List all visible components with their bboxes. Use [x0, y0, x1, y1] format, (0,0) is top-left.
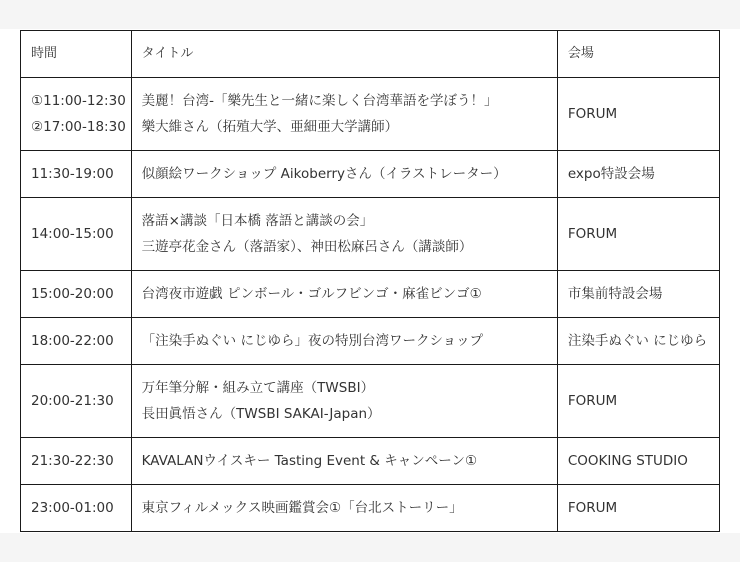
title-cell [131, 78, 557, 151]
title-cell [131, 198, 557, 271]
title-cell [131, 438, 557, 485]
title-line: 樂大維さん（拓殖大学、亜細亜大学講師） [141, 119, 399, 135]
title-line: 三遊亭花金さん（落語家）、神田松麻呂さん（講談師） [141, 239, 473, 255]
schedule-table [20, 30, 720, 532]
title-line: 似顔絵ワークショップ Aikoberryさん（イラストレーター） [141, 166, 507, 182]
title-line: KAVALANウイスキー Tasting Event & キャンペーン① [141, 453, 478, 469]
time-line: 18:00-22:00 [31, 333, 114, 349]
table-row [21, 78, 720, 151]
time-cell [21, 198, 132, 271]
venue-cell: COOKING STUDIO [557, 438, 719, 485]
title-cell [131, 151, 557, 198]
time-line: 23:00-01:00 [31, 500, 114, 516]
header-title: タイトル [131, 31, 557, 78]
table-row [21, 318, 720, 365]
venue-cell: expo特設会場 [557, 151, 719, 198]
title-cell [131, 365, 557, 438]
venue-cell: 注染手ぬぐい にじゆら [557, 318, 719, 365]
title-line: 東京フィルメックス映画鑑賞会①「台北ストーリー」 [141, 500, 463, 516]
top-background-band [0, 0, 740, 29]
time-line: 15:00-20:00 [31, 286, 114, 302]
venue-cell: FORUM [557, 198, 719, 271]
time-cell [21, 318, 132, 365]
table-row [21, 438, 720, 485]
table-row [21, 198, 720, 271]
title-cell [131, 485, 557, 532]
time-cell [21, 78, 132, 151]
title-line: 美麗！台湾-「樂先生と一緒に楽しく台湾華語を学ぼう！」 [141, 93, 498, 109]
bottom-background-band [0, 533, 740, 562]
venue-cell: FORUM [557, 365, 719, 438]
time-line: 21:30-22:30 [31, 453, 114, 469]
title-line: 万年筆分解・組み立て講座（TWSBI） [141, 380, 375, 396]
time-cell [21, 485, 132, 532]
time-line: ②17:00-18:30 [31, 119, 126, 135]
header-row [21, 31, 720, 78]
time-cell [21, 151, 132, 198]
title-line: 落語×講談「日本橋 落語と講談の会」 [141, 213, 374, 229]
time-line: ①11:00-12:30 [31, 93, 126, 109]
venue-cell: FORUM [557, 485, 719, 532]
header-time: 時間 [21, 31, 132, 78]
time-cell [21, 365, 132, 438]
table-row [21, 151, 720, 198]
table-row [21, 365, 720, 438]
time-cell [21, 438, 132, 485]
venue-cell: FORUM [557, 78, 719, 151]
time-cell [21, 271, 132, 318]
header-venue: 会場 [557, 31, 719, 78]
title-line: 台湾夜市遊戯 ピンボール・ゴルフビンゴ・麻雀ビンゴ① [141, 286, 482, 302]
table-row [21, 271, 720, 318]
time-line: 20:00-21:30 [31, 393, 114, 409]
title-line: 長田眞悟さん（TWSBI SAKAI-Japan） [141, 406, 381, 422]
time-line: 14:00-15:00 [31, 226, 114, 242]
table-row [21, 485, 720, 532]
title-cell [131, 318, 557, 365]
venue-cell: 市集前特設会場 [557, 271, 719, 318]
time-line: 11:30-19:00 [31, 166, 114, 182]
title-cell [131, 271, 557, 318]
title-line: 「注染手ぬぐい にじゆら」夜の特別台湾ワークショップ [141, 333, 484, 349]
